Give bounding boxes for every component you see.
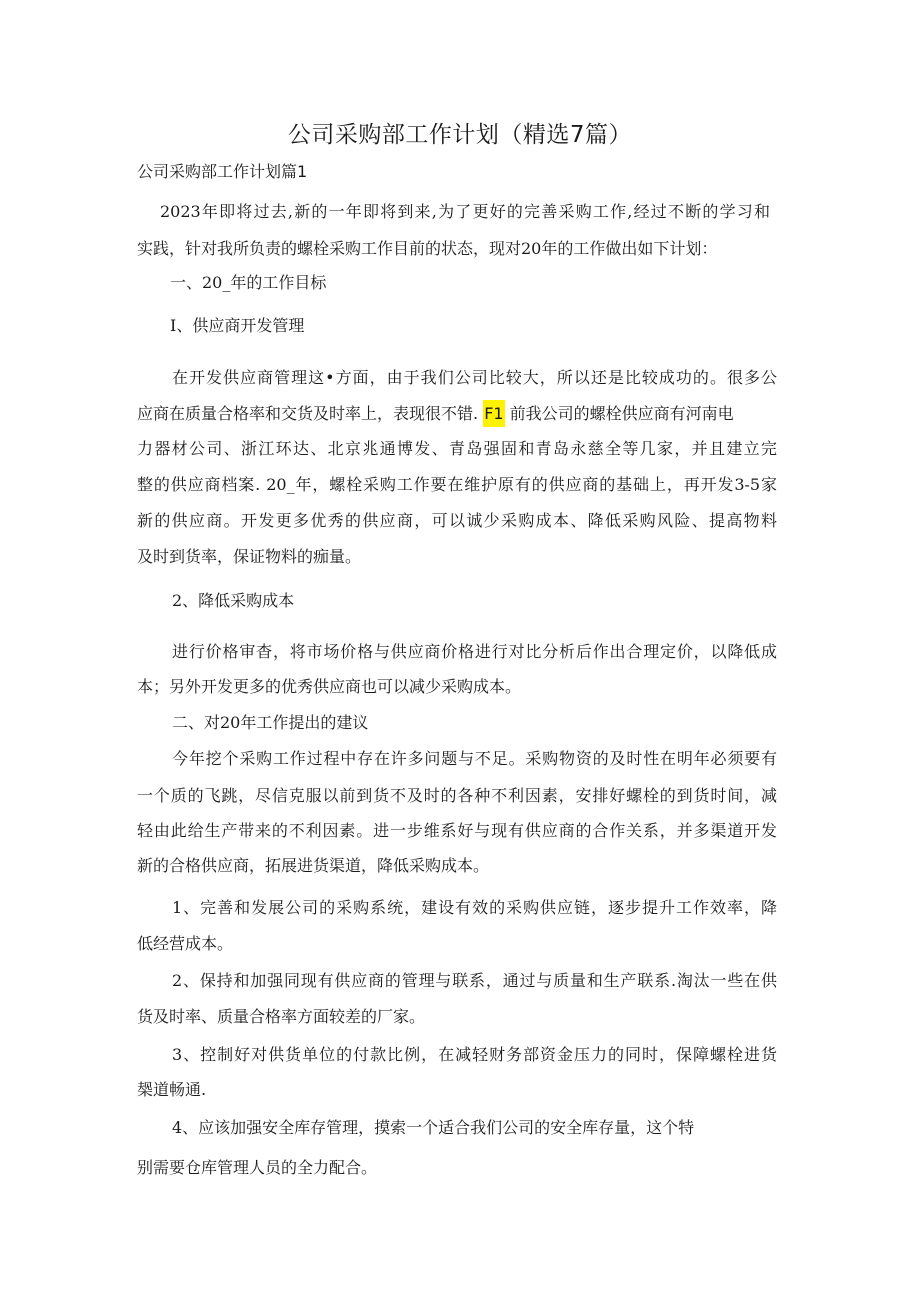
document-title: 公司采购部工作计划（精选7篇） xyxy=(287,122,633,148)
paragraph-line: 及时到货率，保证物料的痂量。 xyxy=(137,547,362,566)
paragraph-line: 新的合格供应商，拓展进货渠道，降低采购成本。 xyxy=(137,856,490,875)
paragraph-line: 今年挖个采购工作过程中存在许多问题与不足。采购物资的及时性在明年必须要有 xyxy=(172,749,777,768)
paragraph-line: 椝道畅通. xyxy=(137,1080,207,1099)
paragraph-line: 2、保持和加强同现有供应商的管理与联系，通过与质量和生产联系.淘汰一些在供 xyxy=(172,971,777,990)
paragraph-line: 1、完善和发展公司的采购系统，建设有效的采购供应链，逐步提升工作效率，降 xyxy=(172,898,777,917)
paragraph-line: 一个质的飞跳，尽信克服以前到货不及时的各种不利因素，安排好螺栓的到货时间，减 xyxy=(137,786,777,805)
paragraph-line: 别需要仓库管理人员的全力配合。 xyxy=(137,1158,378,1177)
paragraph-line: 新的供应商。开发更多优秀的供应商，可以诚少采购成本、降低采购风险、提高物料 xyxy=(137,511,777,530)
paragraph-line: 在开发供应商管理这•方面，由于我们公司比较大，所以还是比较成功的。很多公 xyxy=(172,368,777,387)
heading-line: 二、对20年工作提出的建议 xyxy=(172,713,369,732)
paragraph-line: 应商在质量合格率和交货及时率上，表现很不错. F1 前我公司的螺栓供应商有河南电 xyxy=(137,404,777,424)
paragraph-line: 轻由此给生产带来的不利因素。进一步维系好与现有供应商的合作关系，并多渠道开发 xyxy=(137,821,777,840)
heading-line: 2、降低采购成本 xyxy=(172,591,295,610)
paragraph-line: 4、应该加强安全库存管理，摸索一个适合我们公司的安全库存量，这个特 xyxy=(172,1118,695,1137)
paragraph-line: 力器材公司、浙江环达、北京兆通博发、青岛强固和青岛永慈全等几家，并且建立完 xyxy=(137,439,777,458)
paragraph-line: 整的供应商档案. 20_年，螺栓采购工作要在维护原有的供应商的基础上，再开发3-5家 xyxy=(137,475,777,494)
paragraph-line: 货及时率、质量合格率方面较差的厂家。 xyxy=(137,1007,426,1026)
heading-line: 一、20_年的工作目标 xyxy=(170,273,327,292)
paragraph-line: 本；另外开发更多的优秀供应商也可以减少采购成本。 xyxy=(137,677,522,696)
paragraph-line: 实践，针对我所负责的螺栓采购工作目前的状态，现对20年的工作做出如下计划： xyxy=(137,239,718,258)
section-heading: 公司采购部工作计划篇1 xyxy=(137,162,308,181)
paragraph-line: 2023年即将过去,新的一年即将到来,为了更好的完善采购工作,经过不断的学习和 xyxy=(160,202,770,221)
paragraph-line: 进行价格审杳，将市场价格与供应商价格进行对比分析后作出合理定价，以降低成 xyxy=(172,642,777,661)
heading-line: I、供应商开发管理 xyxy=(170,316,305,335)
paragraph-line: 低经营成本。 xyxy=(137,934,234,953)
paragraph-line: 3、控制好对供货单位的付款比例，在减轻财务部资金压力的同时，保障螺栓进货 xyxy=(172,1045,777,1064)
highlight-mark: F1 xyxy=(483,400,504,427)
